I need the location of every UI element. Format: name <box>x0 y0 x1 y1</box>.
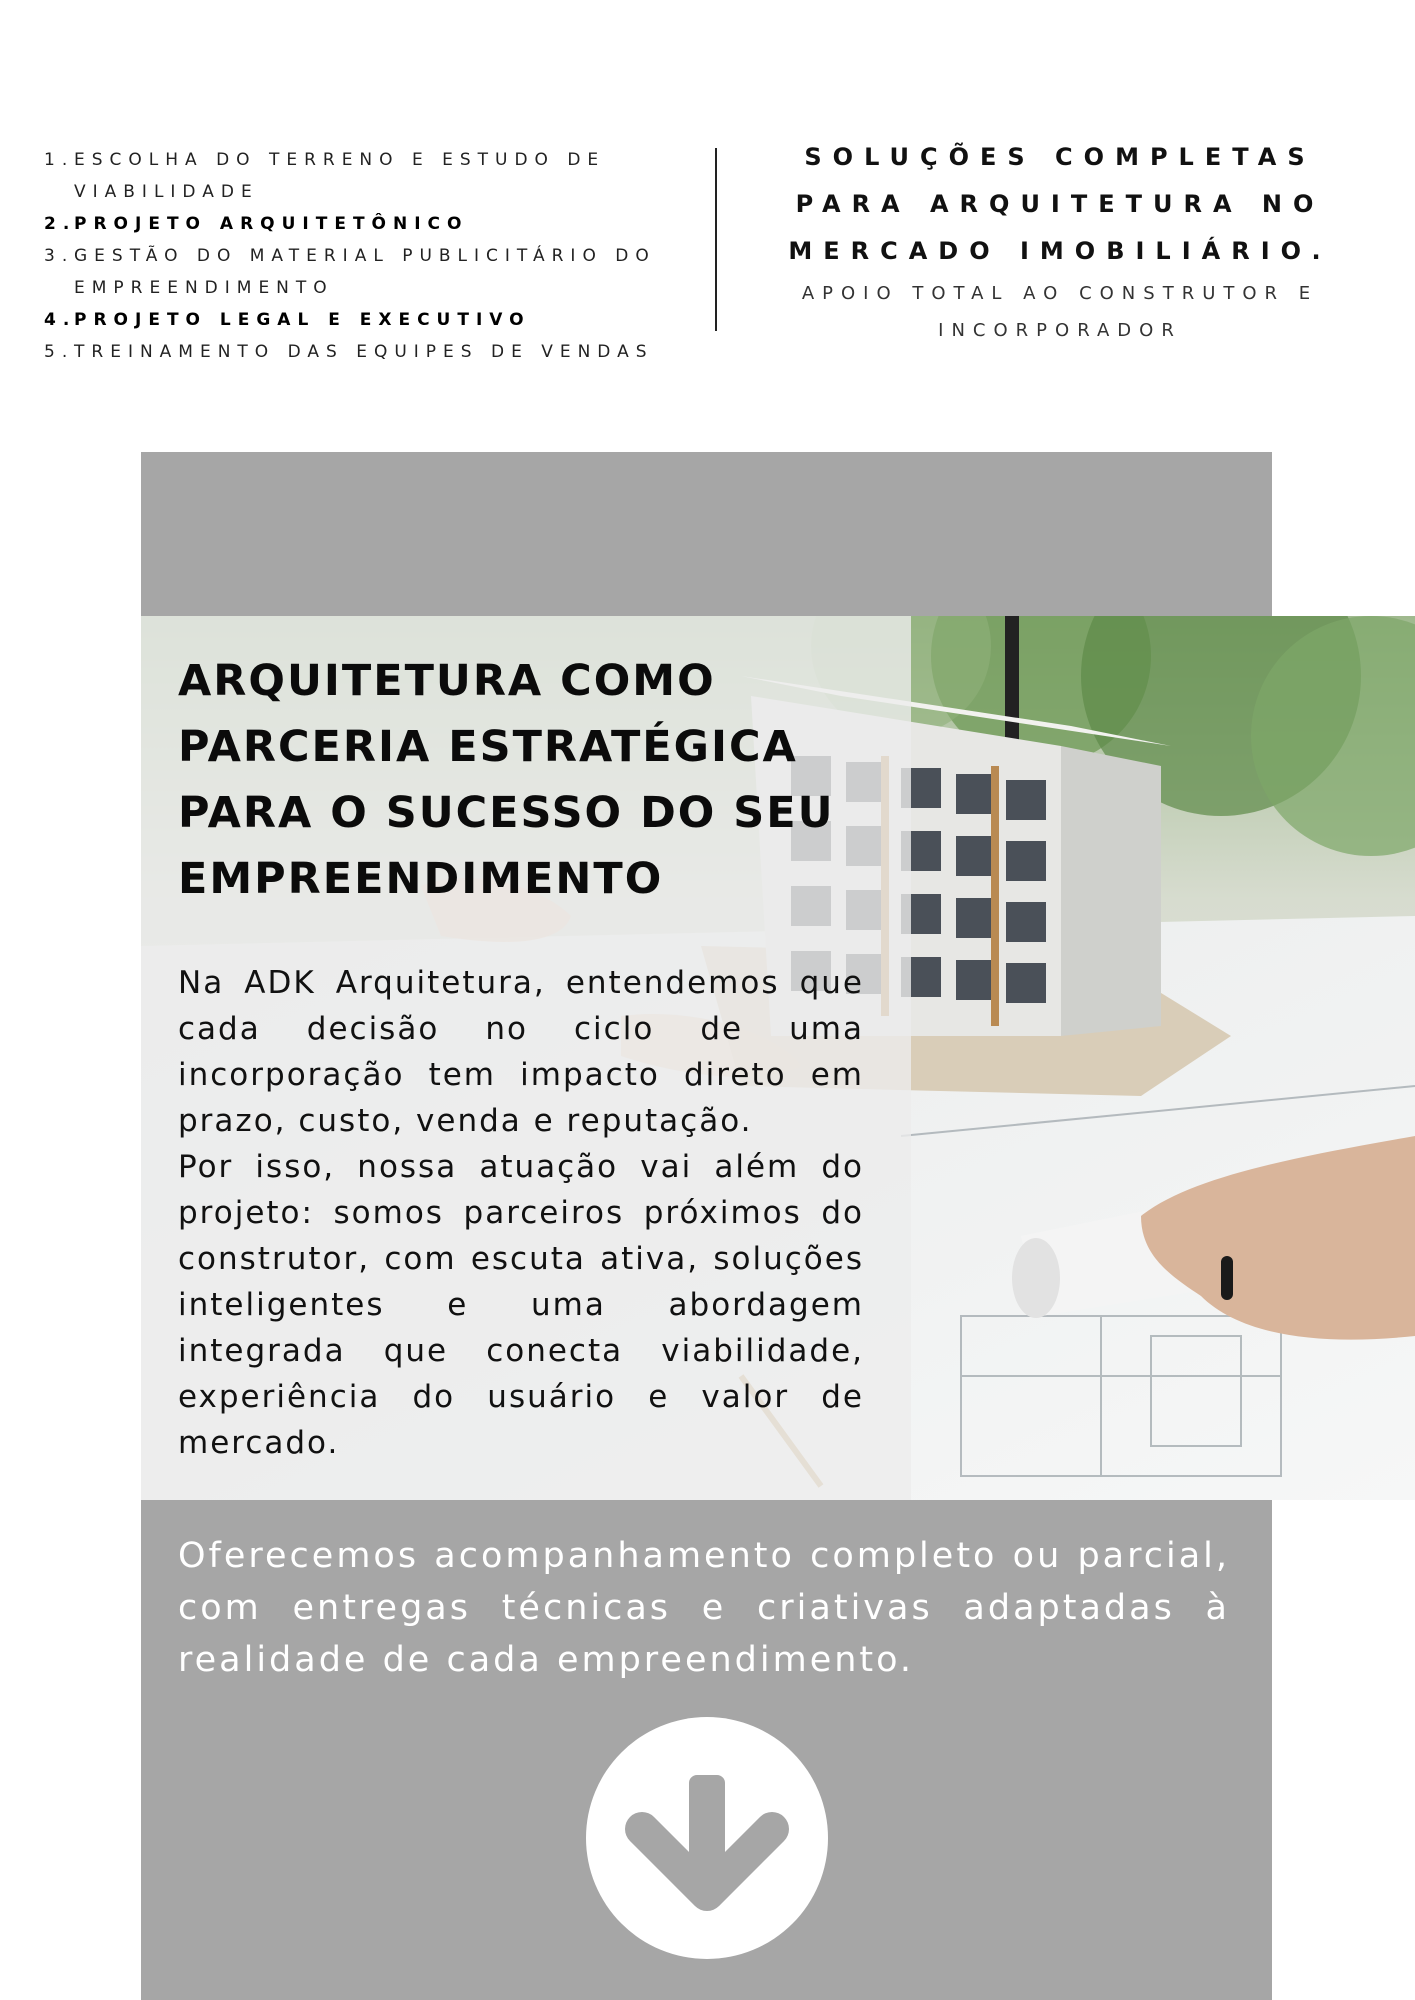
service-number: 2. <box>44 214 77 234</box>
card-title: ARQUITETURA COMO PARCERIA ESTRATÉGICA PARA O SUCESSO DO SEU EMPREENDIMENTO <box>178 656 835 904</box>
arrow-down-icon <box>586 1717 828 1959</box>
service-label: TREINAMENTO DAS EQUIPES DE VENDAS <box>74 342 654 362</box>
service-item <box>44 144 684 208</box>
card-paragraph: Por isso, nossa atuação vai além do projeto: somos parceiros próximos do construtor, com escuta ativa, soluções inteligentes e uma abordagem integrada que conecta viabilidade, experiência do usuário e valor de mercado. <box>178 1149 864 1461</box>
service-number: 5. <box>44 342 75 362</box>
service-label: ESCOLHA DO TERRENO E ESTUDO DE VIABILIDADE <box>74 150 606 202</box>
services-list <box>44 144 684 368</box>
service-number: 3. <box>44 246 75 266</box>
page-subheadline: APOIO TOTAL AO CONSTRUTOR E INCORPORADOR <box>801 283 1319 341</box>
card-paragraph: Na ADK Arquitetura, entendemos que cada decisão no ciclo de uma incorporação tem impacto direto em prazo, custo, venda e reputação. <box>178 965 864 1139</box>
card-body <box>178 960 864 1466</box>
service-item <box>44 240 684 304</box>
service-label: PROJETO ARQUITETÔNICO <box>74 214 469 234</box>
service-item <box>44 208 684 240</box>
scroll-down-button[interactable] <box>586 1717 828 1959</box>
page-headline: SOLUÇÕES COMPLETAS PARA ARQUITETURA NO MERCADO IMOBILIÁRIO. <box>788 143 1332 265</box>
service-item <box>44 336 684 368</box>
service-label: GESTÃO DO MATERIAL PUBLICITÁRIO DO EMPREENDIMENTO <box>74 246 656 298</box>
service-label: PROJETO LEGAL E EXECUTIVO <box>74 310 531 330</box>
service-item <box>44 304 684 336</box>
service-number: 1. <box>44 150 75 170</box>
vertical-divider <box>715 148 717 331</box>
service-number: 4. <box>44 310 77 330</box>
offer-text: Oferecemos acompanhamento completo ou parcial, com entregas técnicas e criativas adaptadas à realidade de cada empreendimento. <box>178 1536 1230 1680</box>
card-header-band <box>141 452 1272 616</box>
